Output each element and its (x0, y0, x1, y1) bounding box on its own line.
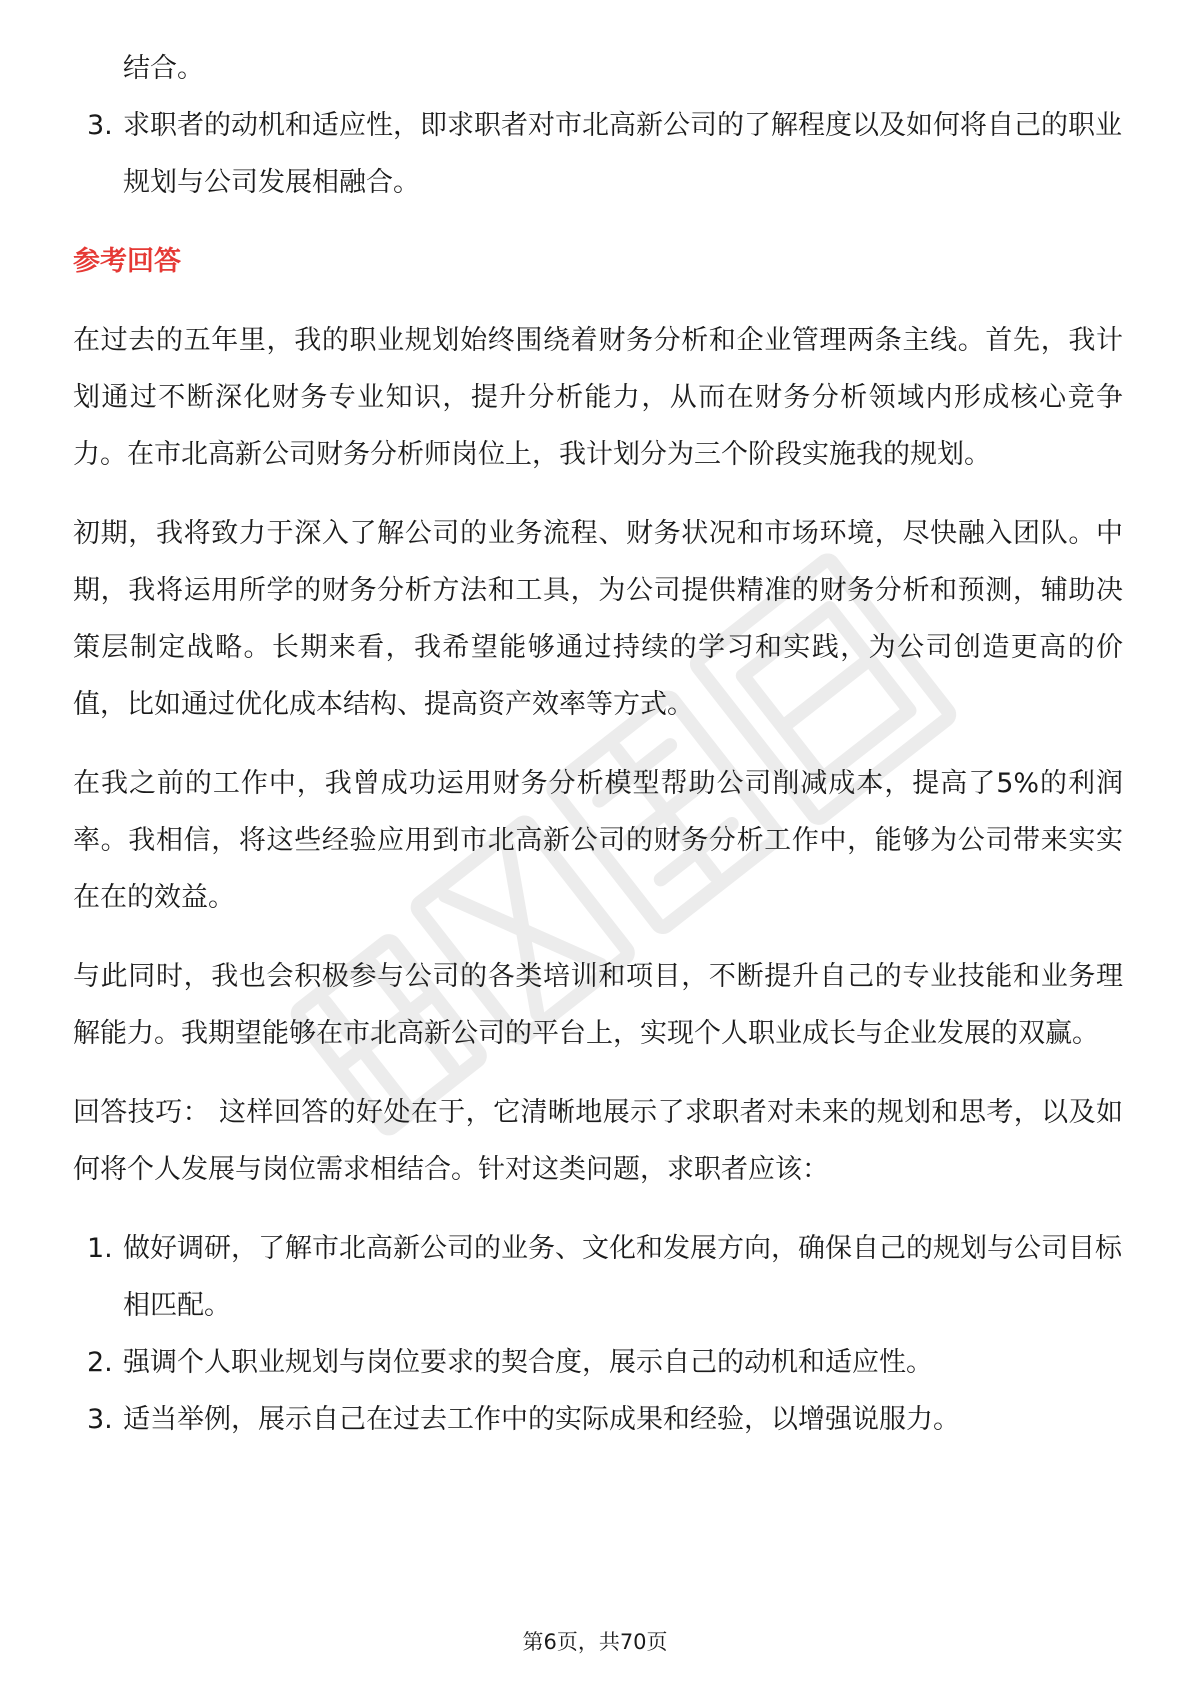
list-item-number: 2. (87, 1347, 113, 1378)
criteria-list (73, 97, 1123, 211)
list-item (73, 1220, 1123, 1334)
document-content (73, 40, 1123, 1448)
list-item-text: 求职者的动机和适应性，即求职者对市北高新公司的了解程度以及如何将自己的职业规划与公司发展相融合。 (123, 110, 1122, 198)
list-item-text: 做好调研，了解市北高新公司的业务、文化和发展方向，确保自己的规划与公司目标相匹配。 (123, 1233, 1122, 1321)
list-item-number: 1. (87, 1233, 113, 1264)
answer-tips-paragraph: 回答技巧： 这样回答的好处在于，它清晰地展示了求职者对未来的规划和思考，以及如何将个人发展与岗位需求相结合。针对这类问题，求职者应该： (73, 1097, 1123, 1185)
list-item-number: 3. (87, 110, 113, 141)
paragraph: 与此同时，我也会积极参与公司的各类培训和项目，不断提升自己的专业技能和业务理解能力。我期望能够在市北高新公司的平台上，实现个人职业成长与企业发展的双赢。 (73, 961, 1123, 1049)
page-number-footer: 第6页，共70页 (522, 1630, 668, 1654)
list-item-continuation: 结合。 (123, 53, 204, 84)
reference-answer-heading: 参考回答 (73, 246, 181, 277)
paragraph: 在过去的五年里，我的职业规划始终围绕着财务分析和企业管理两条主线。首先，我计划通过不断深化财务专业知识，提升分析能力，从而在财务分析领域内形成核心竞争力。在市北高新公司财务分析师岗位上，我计划分为三个阶段实施我的规划。 (73, 325, 1123, 470)
tips-list (73, 1220, 1123, 1448)
list-item-number: 3. (87, 1404, 113, 1435)
list-item (73, 97, 1123, 211)
paragraph: 初期，我将致力于深入了解公司的业务流程、财务状况和市场环境，尽快融入团队。中期，我将运用所学的财务分析方法和工具，为公司提供精准的财务分析和预测，辅助决策层制定战略。长期来看，我希望能够通过持续的学习和实践，为公司创造更高的价值，比如通过优化成本结构、提高资产效率等方式。 (73, 518, 1123, 720)
list-item (73, 1334, 1123, 1391)
paragraph: 在我之前的工作中，我曾成功运用财务分析模型帮助公司削减成本，提高了5%的利润率。我相信，将这些经验应用到市北高新公司的财务分析工作中，能够为公司带来实实在在的效益。 (73, 768, 1123, 913)
list-item (73, 1391, 1123, 1448)
list-item-text: 适当举例，展示自己在过去工作中的实际成果和经验，以增强说服力。 (123, 1404, 960, 1435)
list-item-text: 强调个人职业规划与岗位要求的契合度，展示自己的动机和适应性。 (123, 1347, 933, 1378)
